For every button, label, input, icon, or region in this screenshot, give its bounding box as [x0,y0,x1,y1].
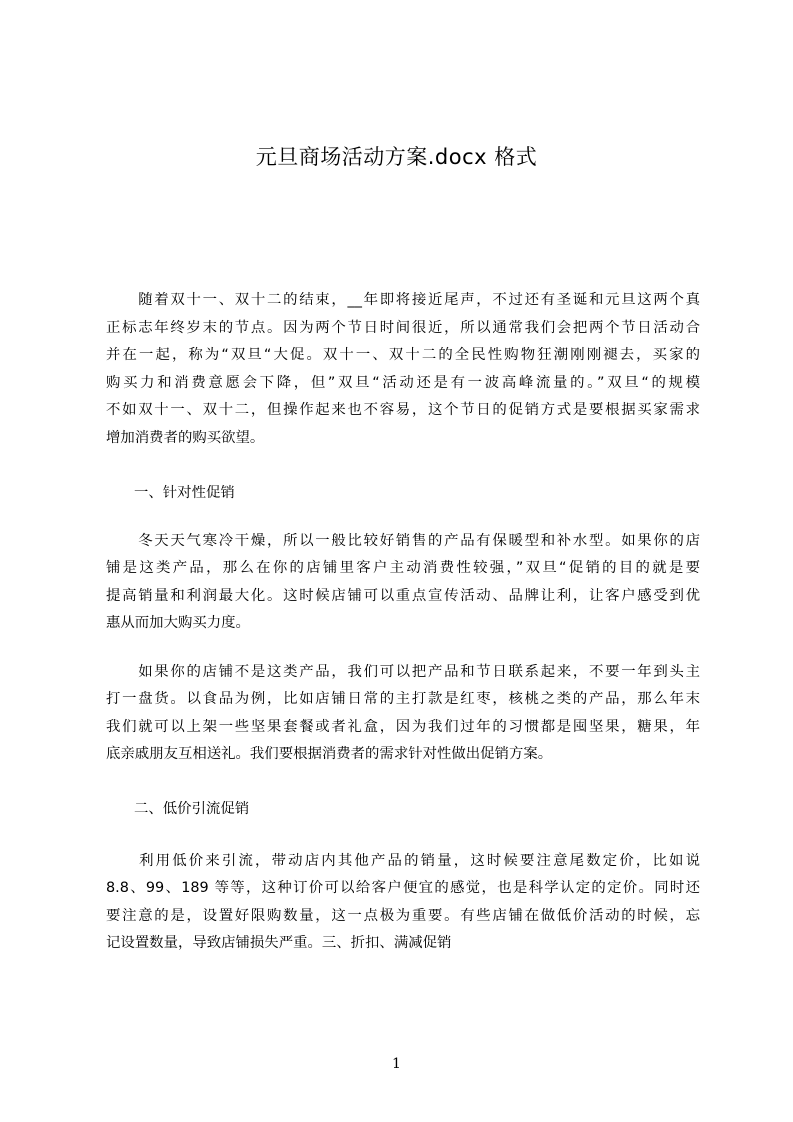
intro-line: 随着双十一、双十二的结束，__年即将接近尾声，不过还有圣诞和元旦这两个真 [106,292,700,308]
paragraph-line: 我们就可以上架一些坚果套餐或者礼盒，因为我们过年的习惯都是囤坚果，糖果，年 [106,719,700,735]
intro-line: 并在一起，称为“双旦“大促。双十一、双十二的全民性购物狂潮刚刚褪去，买家的 [106,347,700,363]
intro-line: 不如双十一、双十二，但操作起来也不容易，这个节日的促销方式是要根据买家需求 [106,402,700,418]
paragraph-line: 打一盘货。以食品为例，比如店铺日常的主打款是红枣，核桃之类的产品，那么年末 [106,691,700,707]
paragraph-line: 底亲戚朋友互相送礼。我们要根据消费者的需求针对性做出促销方案。 [106,746,553,762]
paragraph-line: 如果你的店铺不是这类产品，我们可以把产品和节日联系起来，不要一年到头主 [106,664,700,680]
paragraph-line: 要注意的是，设置好限购数量，这一点极为重要。有些店铺在做低价活动的时候，忘 [106,908,700,924]
paragraph-line: 记设置数量，导致店铺损失严重。三、折扣、满减促销 [106,935,452,951]
paragraph-line: 铺是这类产品，那么在你的店铺里客户主动消费性较强，”双旦“促销的目的就是要 [106,560,700,576]
paragraph-line: 8.8、99、189 等等，这种订价可以给客户便宜的感觉，也是科学认定的定价。同时还 [106,880,700,896]
paragraph-line: 提高销量和利润最大化。这时候店铺可以重点宣传活动、品牌让利，让客户感受到优 [106,588,700,604]
section-heading: 一、针对性促销 [134,485,235,501]
paragraph-line: 惠从而加大购买力度。 [106,615,250,631]
paragraph-line: 冬天天气寒冷干燥，所以一般比较好销售的产品有保暖型和补水型。如果你的店 [106,533,700,549]
section-heading: 二、低价引流促销 [134,801,250,817]
page-title: 元旦商场活动方案.docx 格式 [255,145,538,169]
intro-line: 正标志年终岁末的节点。因为两个节日时间很近，所以通常我们会把两个节日活动合 [106,320,700,336]
intro-line: 增加消费者的购买欲望。 [106,430,265,446]
intro-line: 购买力和消费意愿会下降，但”双旦“活动还是有一波高峰流量的。”双旦“的规模 [106,375,700,391]
page-number: 1 [392,1056,401,1072]
paragraph-line: 利用低价来引流，带动店内其他产品的销量，这时候要注意尾数定价，比如说 [106,853,700,869]
